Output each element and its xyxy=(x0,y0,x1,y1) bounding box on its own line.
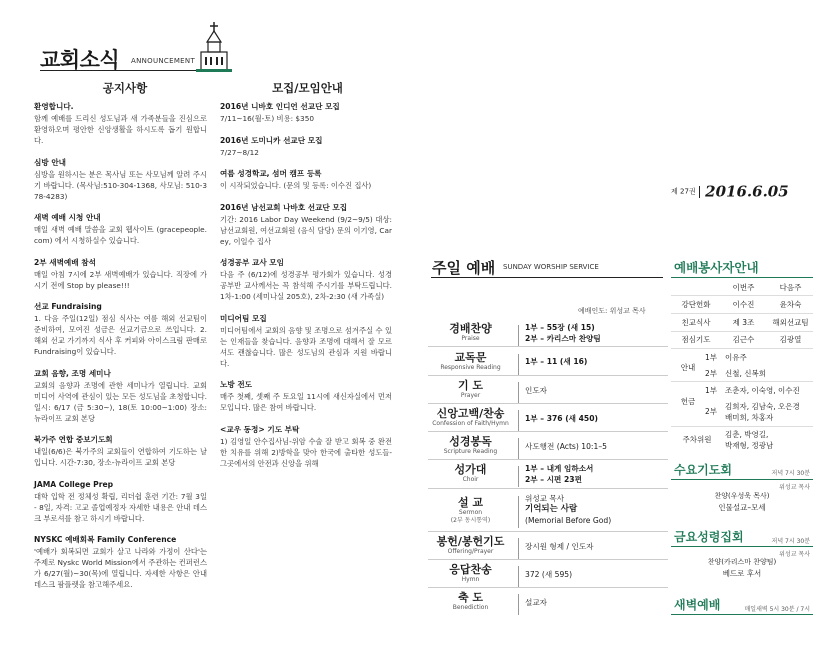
worship-item-detail: 인도자 xyxy=(525,386,548,395)
recruit-title: 미디어팀 모집 xyxy=(220,313,267,323)
volunteer-role: 주차위원 xyxy=(682,435,712,444)
notice-title: 선교 Fundraising xyxy=(34,302,102,311)
wednesday-time: 저녁 7시 30분 xyxy=(771,470,810,477)
worship-row-divider xyxy=(428,488,668,489)
notice-item xyxy=(34,157,207,202)
worship-item xyxy=(428,563,668,590)
volunteer-next-week: 윤차숙 xyxy=(779,300,802,309)
volunteers-parking-block xyxy=(671,429,813,453)
wednesday-title: 수요기도회 xyxy=(674,463,732,477)
volunteer-names: 조춘자, 이숙영, 이수진 xyxy=(725,386,800,395)
volunteers-divider xyxy=(671,277,813,278)
volunteers-row-divider xyxy=(671,426,813,427)
volunteers-row xyxy=(671,299,813,311)
notices-heading: 공지사항 xyxy=(102,81,148,95)
worship-item xyxy=(428,407,668,434)
dawn-title: 새벽예배 xyxy=(674,598,721,612)
notice-title: 북가주 연합 중보기도회 xyxy=(34,435,113,444)
worship-item-note: (2부 동시통역) xyxy=(450,517,491,524)
worship-item-title: 교독문 xyxy=(454,351,487,364)
recruit-title: 2016년 니바호 인디언 선교단 모집 xyxy=(220,102,340,111)
friday-divider xyxy=(671,546,813,547)
issue-info xyxy=(671,181,801,201)
volunteer-names: 박재형, 정광남 xyxy=(725,441,774,450)
recruit-body: 다음 주 (6/12)에 성경공부 평가회가 있습니다. 성경공부반 교사께서는 꼭 참석해 주시기를 부탁드립니다. 1차-1:00 (세미나실 205호), 2차-2:30 (새 가족실) xyxy=(220,270,392,301)
notice-item xyxy=(34,101,207,146)
notice-body: 대학 입학 전 정체성 확립, 리더쉽 훈련 기간: 7월 3일 - 8일, 자격: 고교 졸업예정자 자세한 내용은 안내 데스크 부로셔를 참고 하시기 바랍니다. xyxy=(34,491,207,523)
worship-item-detail: 사도행전 (Acts) 10:1–5 xyxy=(525,442,607,451)
worship-item xyxy=(428,322,668,349)
worship-item-title: 성경봉독 xyxy=(449,435,492,448)
volunteers-row-divider xyxy=(671,348,813,349)
recruit-item xyxy=(220,135,392,158)
notice-body: 매일 새벽 예배 말씀을 교회 웹사이트 (gracepeople.com) 에서 시청하실수 있습니다. xyxy=(34,225,207,245)
dawn-time: 매일새벽 5시 30분 / 7시 xyxy=(744,606,810,613)
recruit-body: 7/27~8/12 xyxy=(220,147,259,157)
notice-title: JAMA College Prep xyxy=(34,479,114,489)
volunteers-offering-block xyxy=(671,384,813,426)
worship-row-divider xyxy=(428,375,668,376)
recruit-item xyxy=(220,313,392,369)
volunteers-row-divider xyxy=(671,381,813,382)
volunteers-row xyxy=(671,317,813,329)
worship-item-subtitle: Responsive Reading xyxy=(440,364,501,371)
volunteer-names: 배미희, 차홍자 xyxy=(725,413,774,422)
worship-item xyxy=(428,379,668,406)
recruit-title: 여름 성경학교, 섬머 캠프 등록 xyxy=(220,169,322,178)
worship-item-subtitle: Sermon xyxy=(458,509,483,516)
volunteer-role: 안내 xyxy=(680,363,696,372)
notice-title: 교회 음향, 조명 세미나 xyxy=(34,368,111,378)
wednesday-praise: 찬양(우성욱 목사) xyxy=(714,492,770,500)
worship-item-subtitle: Offering/Prayer xyxy=(447,548,494,555)
worship-item-detail: 위성교 목사 xyxy=(525,494,565,503)
volunteers-head-next-week: 다음주 xyxy=(779,283,802,292)
notice-item xyxy=(34,368,207,424)
recruit-list xyxy=(220,101,392,479)
notice-title: 환영합니다. xyxy=(34,102,74,111)
volunteer-next-week: 해외선교팀 xyxy=(772,318,809,327)
volunteers-head-this-week: 이번주 xyxy=(732,283,755,292)
worship-item-subtitle: Prayer xyxy=(460,392,481,399)
volunteers-head-row xyxy=(671,282,813,294)
issue-divider xyxy=(699,186,701,198)
notice-body: 교회의 음향과 조명에 관한 세미나가 열립니다. 교회 미디어 사역에 관심이 있는 모든 성도님을 초청합니다. 일시: 6/17 (금 5:30~), 18(토 10:00~1:00) 장소: 뉴라이프 교회 본당 xyxy=(34,380,207,423)
friday-time: 저녁 7시 30분 xyxy=(771,538,810,545)
recruit-title: 노방 전도 xyxy=(220,380,252,389)
wednesday-leader: 위성교 목사 xyxy=(779,484,810,491)
friday-sermon: 베드로 후서 xyxy=(722,569,762,578)
worship-item-detail: 2부 – 카리스마 찬양팀 xyxy=(525,334,601,343)
volunteer-role: 헌금 xyxy=(680,397,696,406)
notice-item xyxy=(34,257,207,291)
recruit-item xyxy=(220,257,392,302)
notice-item xyxy=(34,301,207,357)
notice-item xyxy=(34,479,207,524)
volunteer-next-week: 김광열 xyxy=(779,335,802,344)
worship-row-divider xyxy=(428,403,668,404)
notice-item xyxy=(34,434,207,468)
worship-item xyxy=(428,351,668,378)
volunteer-this-week: 제 3조 xyxy=(732,318,755,327)
worship-item-detail: 1부 – 내게 임하소서 xyxy=(525,464,594,473)
issue-date: 2016.6.05 xyxy=(705,182,789,201)
worship-leader: 예배인도: 위성교 목사 xyxy=(578,307,646,315)
recruit-title: 2016년 남선교회 나바호 선교단 모집 xyxy=(220,202,348,212)
worship-row-divider xyxy=(428,346,668,347)
volunteers-guide-block xyxy=(671,351,813,385)
worship-item-detail: 1부 – 376 (새 450) xyxy=(525,414,598,423)
recruit-item xyxy=(220,379,392,413)
notice-body: 함께 예배를 드리신 성도님과 새 가족분들을 진심으로 환영하오며 평안한 신앙생활을 하시도록 돕기 원합니다. xyxy=(34,114,207,145)
volunteer-role: 강단헌화 xyxy=(681,300,711,309)
notice-title: 새벽 예배 시청 안내 xyxy=(34,213,101,222)
volunteer-this-week: 이수진 xyxy=(732,300,755,309)
worship-item xyxy=(428,463,668,490)
wednesday-divider xyxy=(671,479,813,480)
notice-title: 심방 안내 xyxy=(34,157,66,167)
recruit-body: 미디어팀에서 교회의 음향 및 조명으로 섬겨주실 수 있는 인재들을 찾습니다. 음향과 조명에 대해서 잘 모르셔도 괜찮습니다. 많은 성도님의 관심과 지원 바랍니다. xyxy=(220,325,392,368)
worship-item xyxy=(428,535,668,562)
notice-item xyxy=(34,534,207,590)
worship-item-detail: 장시원 형제 / 인도자 xyxy=(525,542,594,551)
recruit-heading: 모집/모임안내 xyxy=(272,81,343,95)
volunteer-names: 이유주 xyxy=(725,353,747,362)
notice-title: NYSKC 예배회복 Family Conference xyxy=(34,535,177,544)
volunteer-names: 신철, 신복희 xyxy=(725,369,766,378)
volunteer-role: 친교식사 xyxy=(681,318,711,327)
worship-item-title: 응답찬송 xyxy=(449,563,492,576)
volunteer-this-week: 김근수 xyxy=(732,335,755,344)
recruit-body: 매주 첫째, 셋째 주 토요일 11시에 새신자실에서 먼저 모입니다. 많은 참여 바랍니다. xyxy=(220,392,392,412)
worship-item xyxy=(428,435,668,462)
friday-leader: 위성교 목사 xyxy=(779,551,810,558)
notice-body: 내일(6/6)은 북가주의 교회들이 연합하여 기도하는 날입니다. 시간-7:30, 장소-뉴라이프 교회 본당 xyxy=(34,447,207,467)
worship-item-title: 경배찬양 xyxy=(449,322,492,335)
worship-row-divider xyxy=(428,531,668,532)
friday-praise: 찬양(카리스마 찬양팀) xyxy=(707,558,777,566)
recruit-item xyxy=(220,424,392,469)
notice-title: 2부 새벽예배 참석 xyxy=(34,257,96,267)
worship-row-divider xyxy=(428,559,668,560)
recruit-title: 2016년 도미니카 선교단 모집 xyxy=(220,135,323,145)
worship-item-title: 축 도 xyxy=(457,591,484,604)
worship-item-detail: 1부 – 55장 (새 15) xyxy=(525,323,595,332)
worship-item-subtitle: Scripture Reading xyxy=(443,448,498,455)
worship-title: 주일 예배 xyxy=(432,259,496,277)
notice-body: 1. 다음 주일(12일) 점심 식사는 여름 해외 선교팀이 준비하여, 모여진 성금은 선교기금으로 쓰입니다. 2. 해외 선교 가기까지 식사 후 커피와 아이스크림 판매로 Fundraising이 있습니다. xyxy=(34,314,207,356)
recruit-title: <교우 동정> 기도 부탁 xyxy=(220,424,300,434)
bulletin-section-subtitle: ANNOUNCEMENT xyxy=(131,57,196,65)
worship-item-detail: 372 (새 595) xyxy=(525,570,573,579)
worship-item-detail: 2부 – 시편 23편 xyxy=(525,475,582,484)
volunteers-row-divider xyxy=(671,295,813,296)
wednesday-sermon: 인물설교–모세 xyxy=(718,503,766,512)
worship-item-detail: (Memorial Before God) xyxy=(525,516,612,525)
worship-item-subtitle: Confession of Faith/Hymn xyxy=(432,420,509,427)
volunteer-part: 2부 xyxy=(704,369,718,378)
worship-item-title: 봉헌/봉헌기도 xyxy=(436,535,505,548)
notice-body: 매일 아침 7시에 2부 새벽예배가 있습니다. 직장에 가시기 전에 Stop by please!!! xyxy=(34,269,207,290)
volunteer-part: 1부 xyxy=(704,386,718,395)
recruit-item xyxy=(220,101,392,124)
volunteer-part: 2부 xyxy=(704,407,718,416)
worship-row-divider xyxy=(428,431,668,432)
recruit-body: 1) 김영일 안수집사님-위암 수술 잘 받고 회복 중 완전한 치유를 위해 2)방학을 맞아 한국에 출타한 성도들-그곳에서의 안전과 신앙을 위해 xyxy=(220,436,392,468)
worship-item-subtitle: Choir xyxy=(462,476,479,483)
worship-subtitle: SUNDAY WORSHIP SERVICE xyxy=(503,263,599,271)
worship-item xyxy=(428,493,668,531)
notices-list xyxy=(34,101,207,601)
worship-row-divider xyxy=(428,587,668,588)
worship-item-subtitle: Praise xyxy=(461,335,480,342)
worship-item-title: 설 교 xyxy=(457,496,484,509)
volunteers-row-divider xyxy=(671,331,813,332)
recruit-item xyxy=(220,202,392,247)
worship-item-subtitle: Hymn xyxy=(461,576,480,583)
worship-item-title: 신앙고백/찬송 xyxy=(436,407,505,420)
worship-item-detail: 설교자 xyxy=(525,598,548,607)
worship-item-detail: 기억되는 사람 xyxy=(525,504,578,514)
worship-item xyxy=(428,591,668,618)
recruit-body: 이 시작되었습니다. (문의 및 등록: 이수진 집사) xyxy=(220,181,372,190)
notice-item xyxy=(34,212,207,246)
worship-item-detail: 1부 – 11 (새 16) xyxy=(525,357,588,366)
issue-volume: 제 27권 xyxy=(671,187,696,196)
volunteers-title: 예배봉사자안내 xyxy=(674,260,759,275)
recruit-title: 성경공부 교사 모임 xyxy=(220,258,284,267)
volunteer-names: 김춘, 박영길, xyxy=(725,430,769,439)
volunteer-part: 1부 xyxy=(704,353,718,362)
recruit-body: 7/11~16(월-토) 비용: $350 xyxy=(220,114,314,123)
volunteers-row-divider xyxy=(671,313,813,314)
friday-title: 금요성령집회 xyxy=(674,530,744,544)
bulletin-section-title: 교회소식 xyxy=(40,48,120,72)
worship-item-title: 성가대 xyxy=(454,463,487,476)
volunteer-role: 점심기도 xyxy=(681,335,711,344)
recruit-body: 기간: 2016 Labor Day Weekend (9/2~9/5) 대상: 남선교회원, 여선교회원 (음식 담당) 문의 이기영, Carey, 이일수 집사 xyxy=(220,214,392,246)
volunteer-names: 김희자, 김남숙, 오은경 xyxy=(725,402,800,411)
worship-item-subtitle: Benediction xyxy=(452,604,489,611)
worship-divider xyxy=(431,277,663,278)
church-icon xyxy=(196,22,232,72)
recruit-item xyxy=(220,168,392,191)
notice-body: 심방을 원하시는 분은 목사님 또는 사모님께 알려 주시기 바랍니다. (목사님:510-304-1368, 사모님: 510-378-4283) xyxy=(34,169,207,201)
worship-item-title: 기 도 xyxy=(457,379,484,392)
volunteers-row xyxy=(671,334,813,346)
worship-row-divider xyxy=(428,459,668,460)
notice-body: '예배가 회복되면 교회가 살고 나라와 가정이 산다'는 주제로 Nyskc World Mission에서 주관하는 컨퍼런스가 6/27(월)~30(목)에 열립니다. 자세한 사항은 안내데스크 팜플렛을 참고해주세요. xyxy=(34,547,207,589)
dawn-divider xyxy=(671,614,813,615)
